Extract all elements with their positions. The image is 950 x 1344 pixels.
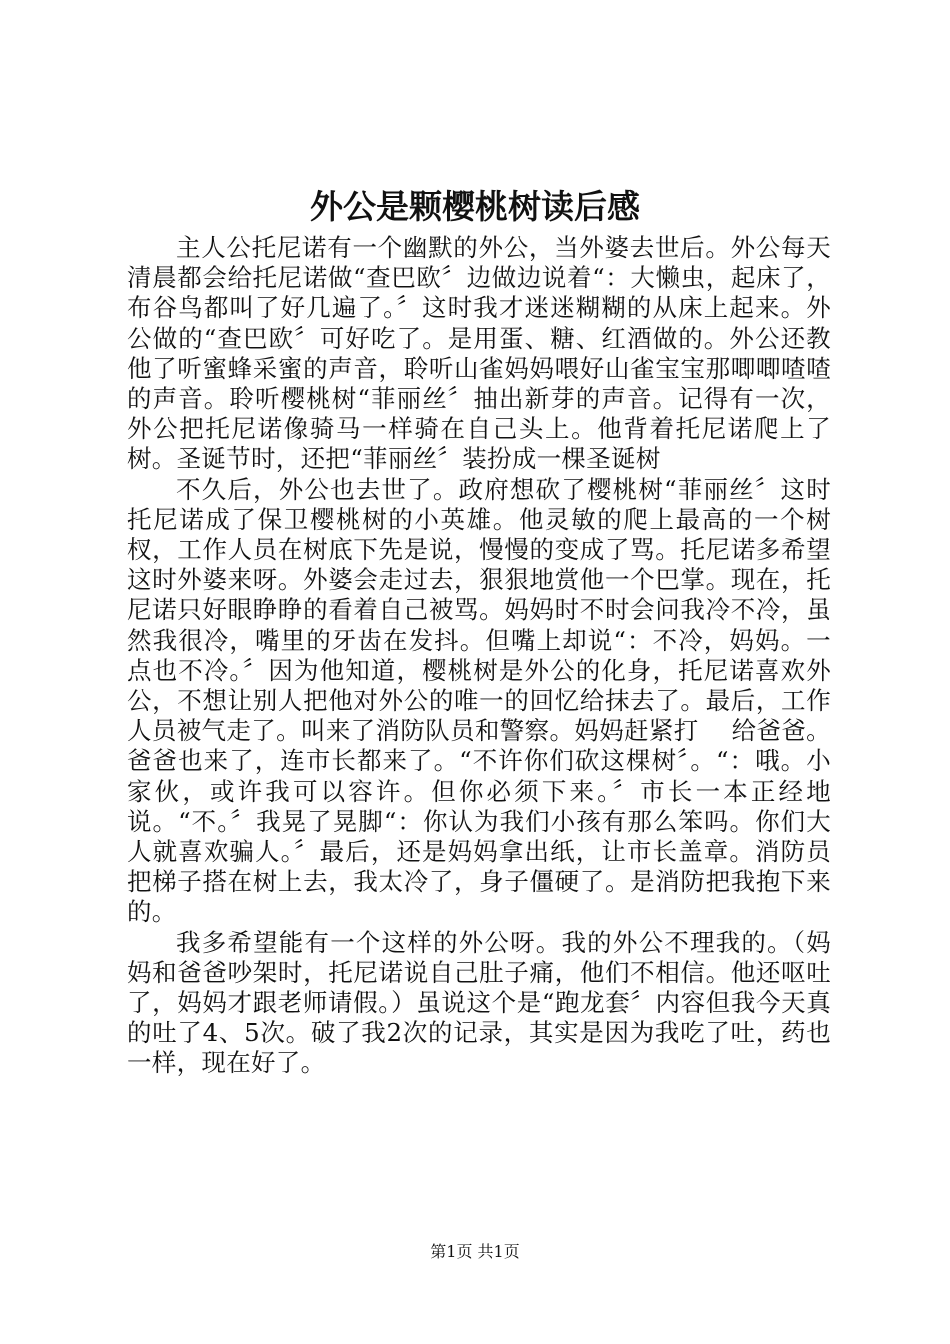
paragraph-1: 主人公托尼诺有一个幽默的外公，当外婆去世后。外公每天清晨都会给托尼诺做“查巴欧〞边做边说着“：大懒虫，起床了，布谷鸟都叫了好几遍了。〞这时我才迷迷糊糊的从床上起来。外公做的“查巴欧〞可好吃了。是用蛋、糖、红酒做的。外公还教他了听蜜蜂采蜜的声音，聆听山雀妈妈喂好山雀宝宝那唧唧喳喳的声音。聆听樱桃树“菲丽丝〞抽出新芽的声音。记得有一次，外公把托尼诺像骑马一样骑在自己头上。他背着托尼诺爬上了树。圣诞节时，还把“菲丽丝〞装扮成一棵圣诞树 — [127, 233, 831, 474]
paragraph-2: 不久后，外公也去世了。政府想砍了樱桃树“菲丽丝〞这时托尼诺成了保卫樱桃树的小英雄。他灵敏的爬上最高的一个树杈，工作人员在树底下先是说，慢慢的变成了骂。托尼诺多希望这时外婆来呀。外婆会走过去，狠狠地赏他一个巴掌。现在，托尼诺只好眼睁睁的看着自己被骂。妈妈时不时会问我冷不冷，虽然我很冷，嘴里的牙齿在发抖。但嘴上却说“：不冷，妈妈。一点也不冷。〞因为他知道，樱桃树是外公的化身，托尼诺喜欢外公，不想让别人把他对外公的唯一的回忆给抹去了。最后，工作人员被气走了。叫来了消防队员和警察。妈妈赶紧打 给爸爸。爸爸也来了，连市长都来了。“不许你们砍这棵树〞。“：哦。小家伙，或许我可以容许。但你必须下来。〞市长一本正经地说。“不。〞我晃了晃脚“：你认为我们小孩有那么笨吗。你们大人就喜欢骗人。〞最后，还是妈妈拿出纸，让市长盖章。消防员把梯子搭在树上去，我太冷了，身子僵硬了。是消防把我抱下来的。 — [127, 474, 831, 927]
page-number-footer: 第1页 共1页 — [430, 1242, 520, 1261]
document-title: 外公是颗樱桃树读后感 — [310, 187, 640, 226]
paragraph-3: 我多希望能有一个这样的外公呀。我的外公不理我的。（妈妈和爸爸吵架时，托尼诺说自己肚子痛，他们不相信。他还呕吐了，妈妈才跟老师请假。）虽说这个是“跑龙套〞内容但我今天真的吐了4、5次。破了我2次的记录，其实是因为我吃了吐，药也一样，现在好了。 — [127, 927, 831, 1078]
document-body — [127, 233, 831, 1079]
